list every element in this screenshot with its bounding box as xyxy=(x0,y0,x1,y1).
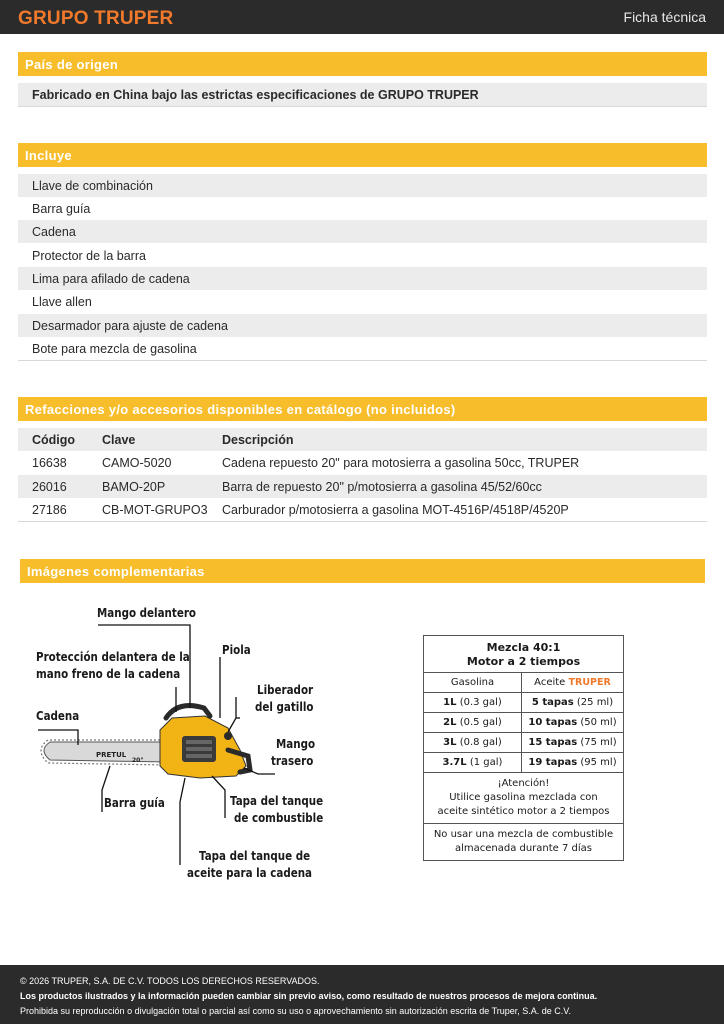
table-cell: 16638 xyxy=(32,456,67,470)
notice-text: Los productos ilustrados y la información pueden cambiar sin previo aviso, como resultado de nuestros procesos de mejora continua. xyxy=(20,991,598,1001)
table-header xyxy=(18,428,707,451)
fuel-amount: 1L xyxy=(443,697,457,708)
parts-section-title: Refacciones y/o accesorios disponibles en catálogo (no incluidos) xyxy=(18,397,707,421)
fuel-gallons: (1 gal) xyxy=(469,757,503,768)
mix-title-2: Motor a 2 tiempos xyxy=(466,655,581,668)
col-oil xyxy=(522,673,623,692)
oil-ml: (25 ml) xyxy=(576,697,614,708)
label-front-handle: Mango delantero xyxy=(97,606,197,620)
fuel-gallons: (0.8 gal) xyxy=(459,737,502,748)
warning-note xyxy=(424,824,623,860)
label-front-guard-1: Protección delantera de la xyxy=(36,650,190,664)
saw-brand-text: PRETUL xyxy=(96,751,127,759)
mix-table-title xyxy=(424,636,623,673)
table-row xyxy=(424,713,623,733)
fuel-amount: 3.7L xyxy=(442,757,467,768)
attention-note xyxy=(424,773,623,824)
table-cell: BAMO-20P xyxy=(102,480,166,494)
oil-amount: 10 tapas xyxy=(528,717,578,728)
oil-ml: (50 ml) xyxy=(580,717,617,728)
divider xyxy=(18,360,707,361)
list-item: Barra guía xyxy=(32,202,91,216)
includes-section-title: Incluye xyxy=(18,143,707,167)
oil-amount: 5 tapas xyxy=(531,697,574,708)
column-header: Código xyxy=(32,433,76,447)
label-fuel-cap-2: de combustible xyxy=(234,811,324,825)
attention-line: aceite sintético motor a 2 tiempos xyxy=(437,806,610,817)
label-bar: Barra guía xyxy=(104,796,165,810)
label-oil-cap-2: aceite para la cadena xyxy=(187,866,313,880)
label-chain: Cadena xyxy=(36,709,80,723)
label-trigger-1: Liberador xyxy=(257,683,314,697)
oil-ml: (95 ml) xyxy=(580,757,617,768)
list-item: Desarmador para ajuste de cadena xyxy=(18,314,707,337)
origin-text: Fabricado en China bajo las estrictas especificaciones de GRUPO TRUPER xyxy=(18,83,707,106)
list-item: Cadena xyxy=(18,220,707,243)
table-cell: Barra de repuesto 20" p/motosierra a gasolina 45/52/60cc xyxy=(222,480,542,494)
label-rear-handle-2: trasero xyxy=(271,754,314,768)
divider xyxy=(18,106,707,107)
attention-title: ¡Atención! xyxy=(497,778,550,789)
col-oil-label: Aceite xyxy=(534,677,566,688)
divider xyxy=(18,521,707,522)
label-trigger-2: del gatillo xyxy=(255,700,314,714)
fuel-gallons: (0.3 gal) xyxy=(459,697,502,708)
warning-line: No usar una mezcla de combustible xyxy=(433,829,614,840)
oil-amount: 19 tapas xyxy=(528,757,578,768)
list-item: Bote para mezcla de gasolina xyxy=(32,342,197,356)
oil-amount: 15 tapas xyxy=(528,737,578,748)
table-row xyxy=(424,753,623,773)
mix-header-row xyxy=(424,673,623,693)
label-fuel-cap-1: Tapa del tanque xyxy=(230,794,324,808)
warning-line: almacenada durante 7 días xyxy=(454,843,593,854)
prohibition-text: Prohibida su reproducción o divulgación total o parcial así como su uso o aprovechamiento sin autorización escrita de Truper, S.A. de C.V. xyxy=(20,1006,571,1016)
fuel-amount: 3L xyxy=(443,737,457,748)
origin-section-title: País de origen xyxy=(18,52,707,76)
mix-title-1: Mezcla 40:1 xyxy=(486,641,561,654)
label-front-guard-2: mano freno de la cadena xyxy=(36,667,181,681)
list-item: Protector de la barra xyxy=(32,249,146,263)
table-row xyxy=(18,498,707,521)
top-bar xyxy=(0,0,724,34)
footer xyxy=(0,965,724,1024)
attention-line: Utilice gasolina mezclada con xyxy=(449,792,598,803)
column-header: Descripción xyxy=(222,433,294,447)
table-cell: CAMO-5020 xyxy=(102,456,172,470)
table-cell: 26016 xyxy=(32,480,67,494)
col-fuel: Gasolina xyxy=(424,673,522,692)
mix-table xyxy=(423,635,624,861)
label-rear-handle-1: Mango xyxy=(276,737,316,751)
brand-logo: GRUPO TRUPER xyxy=(18,8,174,29)
table-row xyxy=(424,733,623,753)
table-row xyxy=(424,693,623,713)
label-oil-cap-1: Tapa del tanque de xyxy=(199,849,311,863)
list-item: Llave de combinación xyxy=(18,174,707,197)
list-item: Lima para afilado de cadena xyxy=(18,267,707,290)
table-cell: CB-MOT-GRUPO3 xyxy=(102,503,208,517)
table-row xyxy=(18,475,707,498)
document-type: Ficha técnica xyxy=(623,9,706,25)
copyright-text: © 2026 TRUPER, S.A. DE C.V. TODOS LOS DERECHOS RESERVADOS. xyxy=(20,976,320,986)
table-row xyxy=(18,451,707,474)
label-starter: Piola xyxy=(222,643,251,657)
bar-size-text: 20" xyxy=(132,757,144,764)
fuel-gallons: (0.5 gal) xyxy=(459,717,502,728)
truper-logo: TRUPER xyxy=(568,677,611,688)
column-header: Clave xyxy=(102,433,136,447)
images-section-title: Imágenes complementarias xyxy=(20,559,705,583)
fuel-amount: 2L xyxy=(443,717,457,728)
list-item: Llave allen xyxy=(32,295,92,309)
table-cell: 27186 xyxy=(32,503,67,517)
oil-ml: (75 ml) xyxy=(580,737,617,748)
table-cell: Carburador p/motosierra a gasolina MOT-4516P/4518P/4520P xyxy=(222,503,569,517)
table-cell: Cadena repuesto 20" para motosierra a gasolina 50cc, TRUPER xyxy=(222,456,580,470)
